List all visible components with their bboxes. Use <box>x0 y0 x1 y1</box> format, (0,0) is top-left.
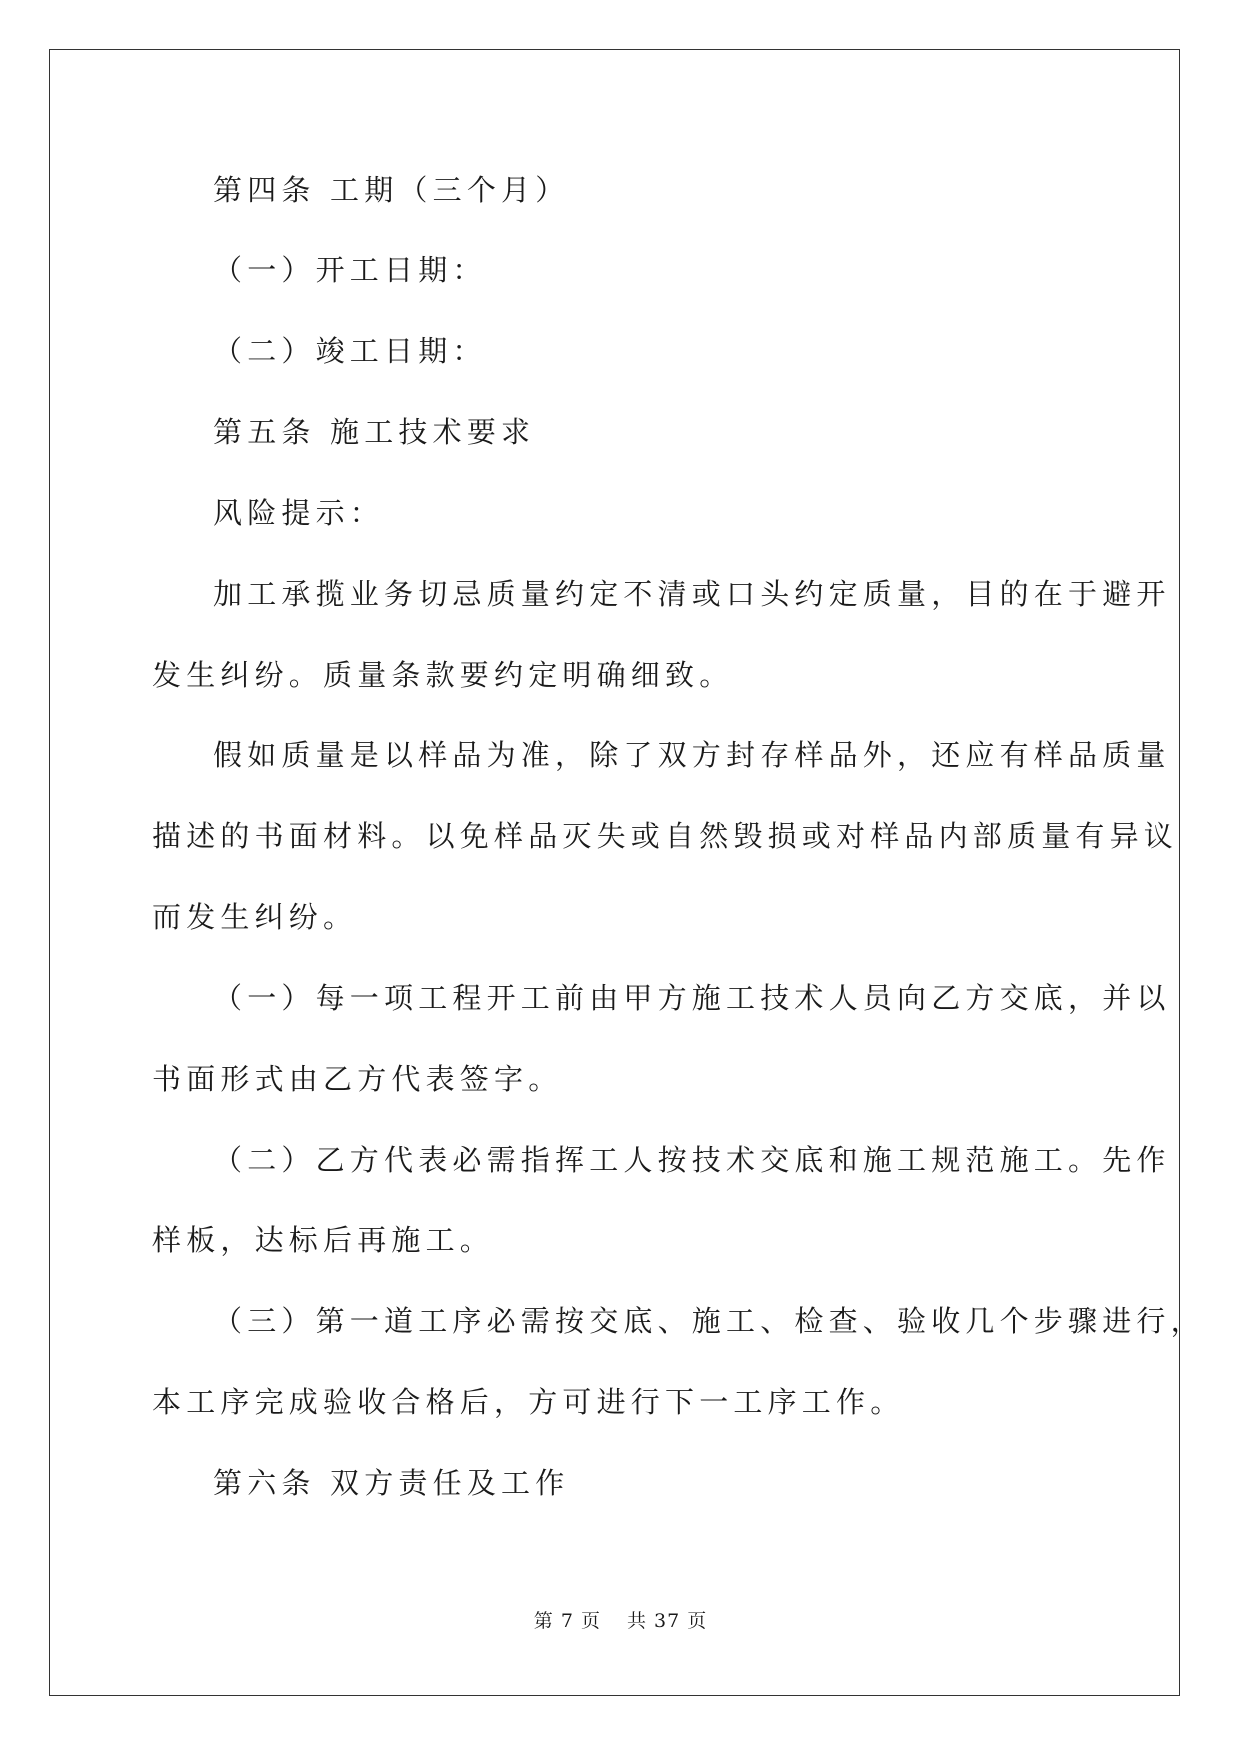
paragraph-line: 本工序完成验收合格后，方可进行下一工序工作。 <box>152 1385 905 1419</box>
paragraph-line: （三）第一道工序必需按交底、施工、检查、验收几个步骤进行， <box>213 1304 1205 1338</box>
paragraph-line: 发生纠纷。质量条款要约定明确细致。 <box>152 658 734 692</box>
page-total: 共 37 页 <box>626 1610 708 1632</box>
paragraph-line: 描述的书面材料。以免样品灭失或自然毁损或对样品内部质量有异议 <box>152 819 1179 853</box>
paragraph-line: 样板，达标后再施工。 <box>152 1223 495 1257</box>
page-footer <box>0 1609 1241 1633</box>
page-number: 第 7 页 <box>533 1610 601 1632</box>
paragraph-line: （一）每一项工程开工前由甲方施工技术人员向乙方交底，并以 <box>213 981 1171 1015</box>
risk-notice-label: 风险提示： <box>213 496 385 530</box>
article-6-heading: 第六条 双方责任及工作 <box>213 1466 570 1500</box>
start-date-line: （一）开工日期： <box>213 253 487 287</box>
paragraph-line: 书面形式由乙方代表签字。 <box>152 1062 563 1096</box>
paragraph-line: 加工承揽业务切忌质量约定不清或口头约定质量，目的在于避开 <box>213 577 1171 611</box>
paragraph-line: 而发生纠纷。 <box>152 900 358 934</box>
paragraph-line: （二）乙方代表必需指挥工人按技术交底和施工规范施工。先作 <box>213 1143 1171 1177</box>
page-border <box>49 49 1180 1696</box>
article-4-heading: 第四条 工期（三个月） <box>213 173 570 207</box>
article-5-heading: 第五条 施工技术要求 <box>213 415 536 449</box>
completion-date-line: （二）竣工日期： <box>213 334 487 368</box>
paragraph-line: 假如质量是以样品为准，除了双方封存样品外，还应有样品质量 <box>213 738 1171 772</box>
